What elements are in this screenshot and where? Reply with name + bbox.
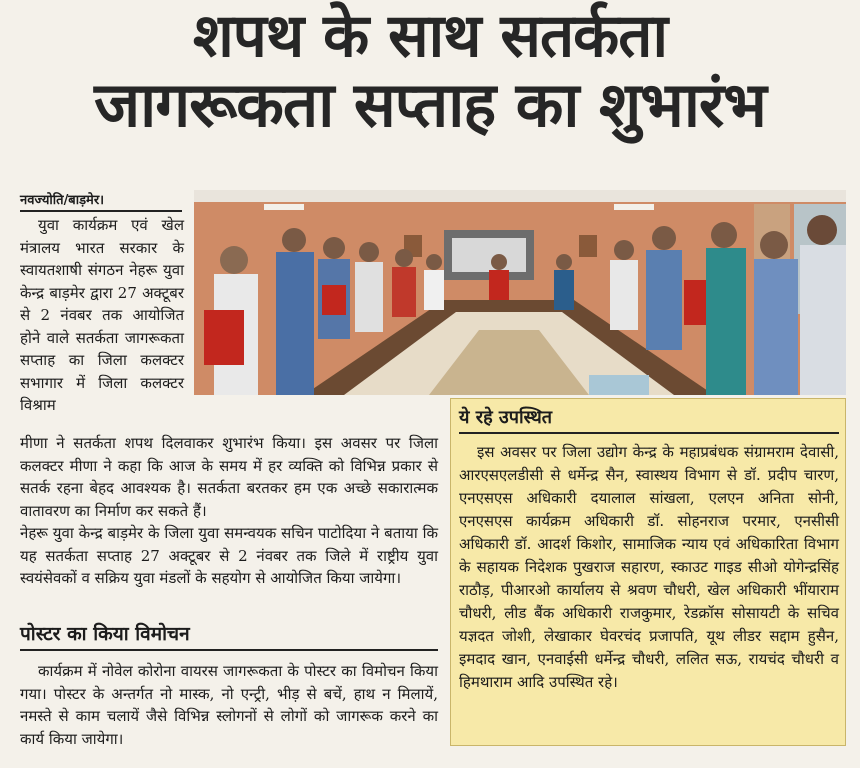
attendees-body <box>459 441 839 694</box>
subhead-poster-release: पोस्टर का किया विमोचन <box>20 620 438 651</box>
event-photo-illustration <box>194 190 846 395</box>
headline-line-1: शपथ के साथ सतर्कता <box>193 1 667 71</box>
story-paragraph-1-end: मीणा ने सतर्कता शपथ दिलवाकर शुभारंभ किया। इस अवसर पर जिला कलक्टर मीणा ने कहा कि आज के समय में हर व्यक्ति को विभिन्न प्रकार से सतर्क रहना बेहद आवश्यक है। सतर्कता बरतकर हम एक अच्छे सकारात्मक वातावरण का निर्माण कर सकते हैं। <box>20 434 438 520</box>
byline: नवज्योति/बाड़मेर। <box>20 190 182 212</box>
story-paragraph-1-start: युवा कार्यक्रम एवं खेल मंत्रालय भारत सरकार के स्वायतशाषी संगठन नेहरू युवा केन्द्र बाड़मेर द्वारा 27 अक्टूबर से 2 नंवबर तक आयोजित होने वाले सतर्कता जागरूकता सप्ताह का जिला कलक्टर सभागार में जिला कलक्टर विश्राम <box>20 216 184 414</box>
story-column-wide <box>20 432 438 590</box>
story-column-narrow <box>20 214 184 417</box>
event-photo <box>194 190 846 395</box>
attendees-title: ये रहे उपस्थित <box>459 405 839 434</box>
story-paragraph-2: नेहरू युवा केन्द्र बाड़मेर के जिला युवा समन्वयक सचिन पाटोदिया ने बताया कि यह सतर्कता सप्ताह 27 अक्टूबर से 2 नंवबर तक जिले में राष्ट्रीय युवा स्वयंसेवकों व सक्रिय युवा मंडलों के सहयोग से आयोजित किया जायेगा। <box>20 524 438 587</box>
story-column-bottom <box>20 660 438 750</box>
headline <box>0 1 860 142</box>
headline-line-2: जागरूकता सप्ताह का शुभारंभ <box>94 68 766 142</box>
attendees-paragraph: इस अवसर पर जिला उद्योग केन्द्र के महाप्रबंधक संग्रामराम देवासी, आरएसएलडीसी से धर्मेन्द्र सैन, स्वास्थय विभाग से डॉ. प्रदीप चारण, एनएसएस अधिकारी दयालाल सांखला, एलएन अनिता सोनी, एनएसएस कार्यक्रम अधिकारी डॉ. सोहनराज परमार, एनसीसी अधिकारी डॉ. आदर्श किशोर, सामाजिक न्याय एवं अधिकारिता विभाग के सहायक निदेशक पुखराज सहारण, स्काउट गाइड सीओ योगेन्द्रसिंह राठौड़, पीआरओ कार्यालय से श्रवण चौधरी, खेल अधिकारी भींयाराम चौधरी, लीड बैंक अधिकारी राजकुमार, रेडक्रॉस सोसायटी के सचिव यज्ञदत जोशी, लेखाकार घेवरचंद प्रजापति, यूथ लीडर सद्दाम हुसैन, इमदाद खान, एनवाईसी धर्मेन्द्र चौधरी, ललित सऊ, रायचंद चौधरी व हिमथाराम आदि उपस्थित रहे। <box>459 443 839 691</box>
story-paragraph-3: कार्यक्रम में नोवेल कोरोना वायरस जागरूकता के पोस्टर का विमोचन किया गया। पोस्टर के अन्तर्गत नो मास्क, नो एन्ट्री, भीड़ से बचें, हाथ न मिलायें, नमस्ते से काम चलायें जैसे विभिन्न स्लोगनों से लोगों को जागरूक करने का कार्य किया जायेगा। <box>20 662 438 748</box>
attendees-box <box>450 398 846 746</box>
